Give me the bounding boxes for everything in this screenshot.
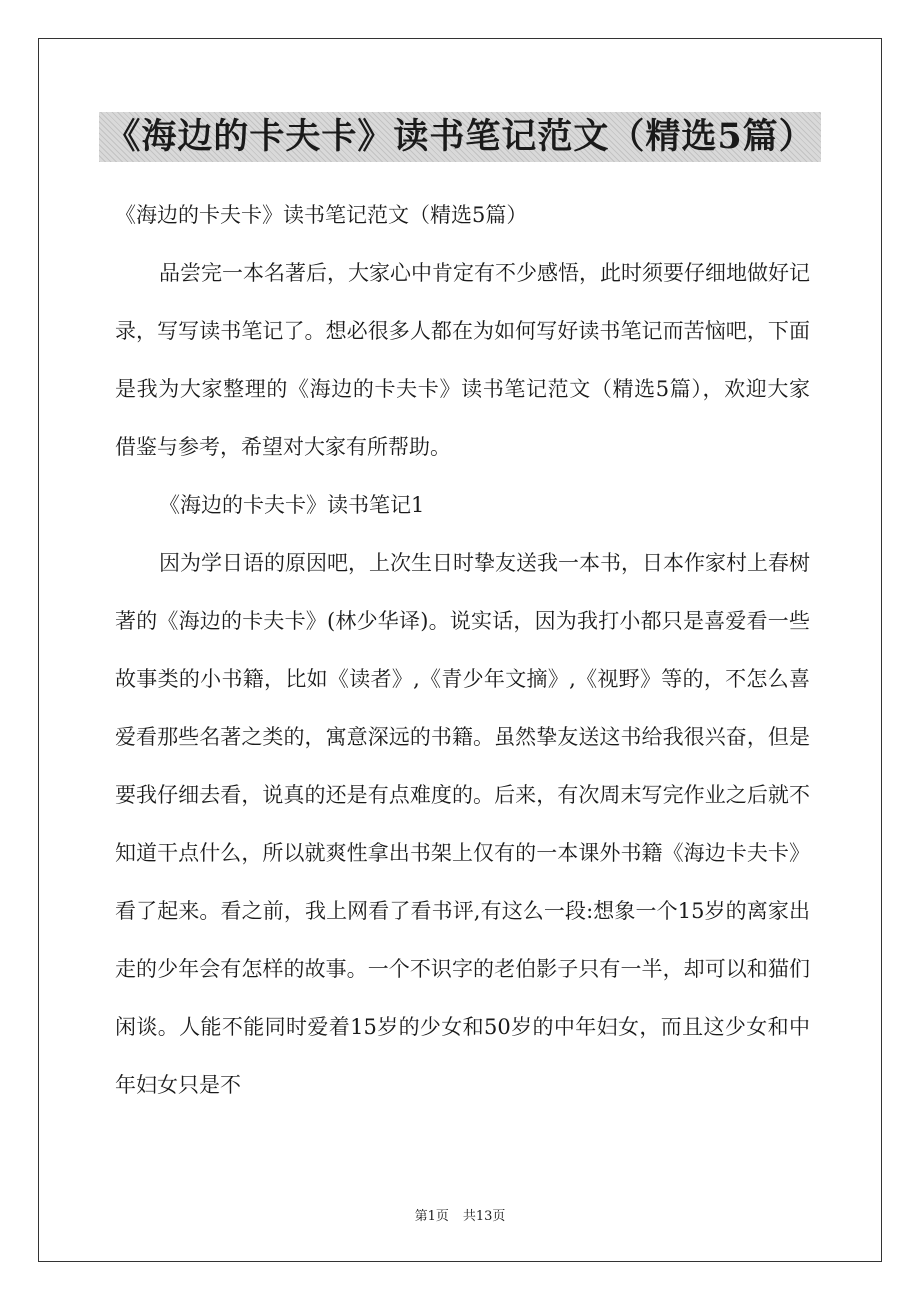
page-number: 第1页 xyxy=(414,1209,449,1224)
document-body xyxy=(115,186,810,1114)
document-subtitle: 《海边的卡夫卡》读书笔记范文（精选5篇） xyxy=(115,203,528,227)
page-total: 共13页 xyxy=(462,1209,506,1224)
title-container xyxy=(0,112,920,162)
section-heading: 《海边的卡夫卡》读书笔记1 xyxy=(159,493,425,517)
body-paragraph: 因为学日语的原因吧，上次生日时挚友送我一本书，日本作家村上春树著的《海边的卡夫卡》(林少华译)。说实话，因为我打小都只是喜爱看一些故事类的小书籍，比如《读者》,《青少年文摘》,《视野》等的，不怎么喜爱看那些名著之类的，寓意深远的书籍。虽然挚友送这书给我很兴奋，但是要我仔细去看，说真的还是有点难度的。后来，有次周末写完作业之后就不知道干点什么，所以就爽性拿出书架上仅有的一本课外书籍《海边卡夫卡》看了起来。看之前，我上网看了看书评,有这么一段:想象一个15岁的离家出走的少年会有怎样的故事。一个不识字的老伯影子只有一半，却可以和猫们闲谈。人能不能同时爱着15岁的少女和50岁的中年妇女，而且这少女和中年妇女只是不 xyxy=(115,551,810,1097)
document-title: 《海边的卡夫卡》读书笔记范文（精选5篇） xyxy=(99,112,820,162)
page-footer xyxy=(0,1205,920,1224)
intro-paragraph: 品尝完一本名著后，大家心中肯定有不少感悟，此时须要仔细地做好记录，写写读书笔记了。想必很多人都在为如何写好读书笔记而苦恼吧，下面是我为大家整理的《海边的卡夫卡》读书笔记范文（精选5篇），欢迎大家借鉴与参考，希望对大家有所帮助。 xyxy=(115,261,810,459)
